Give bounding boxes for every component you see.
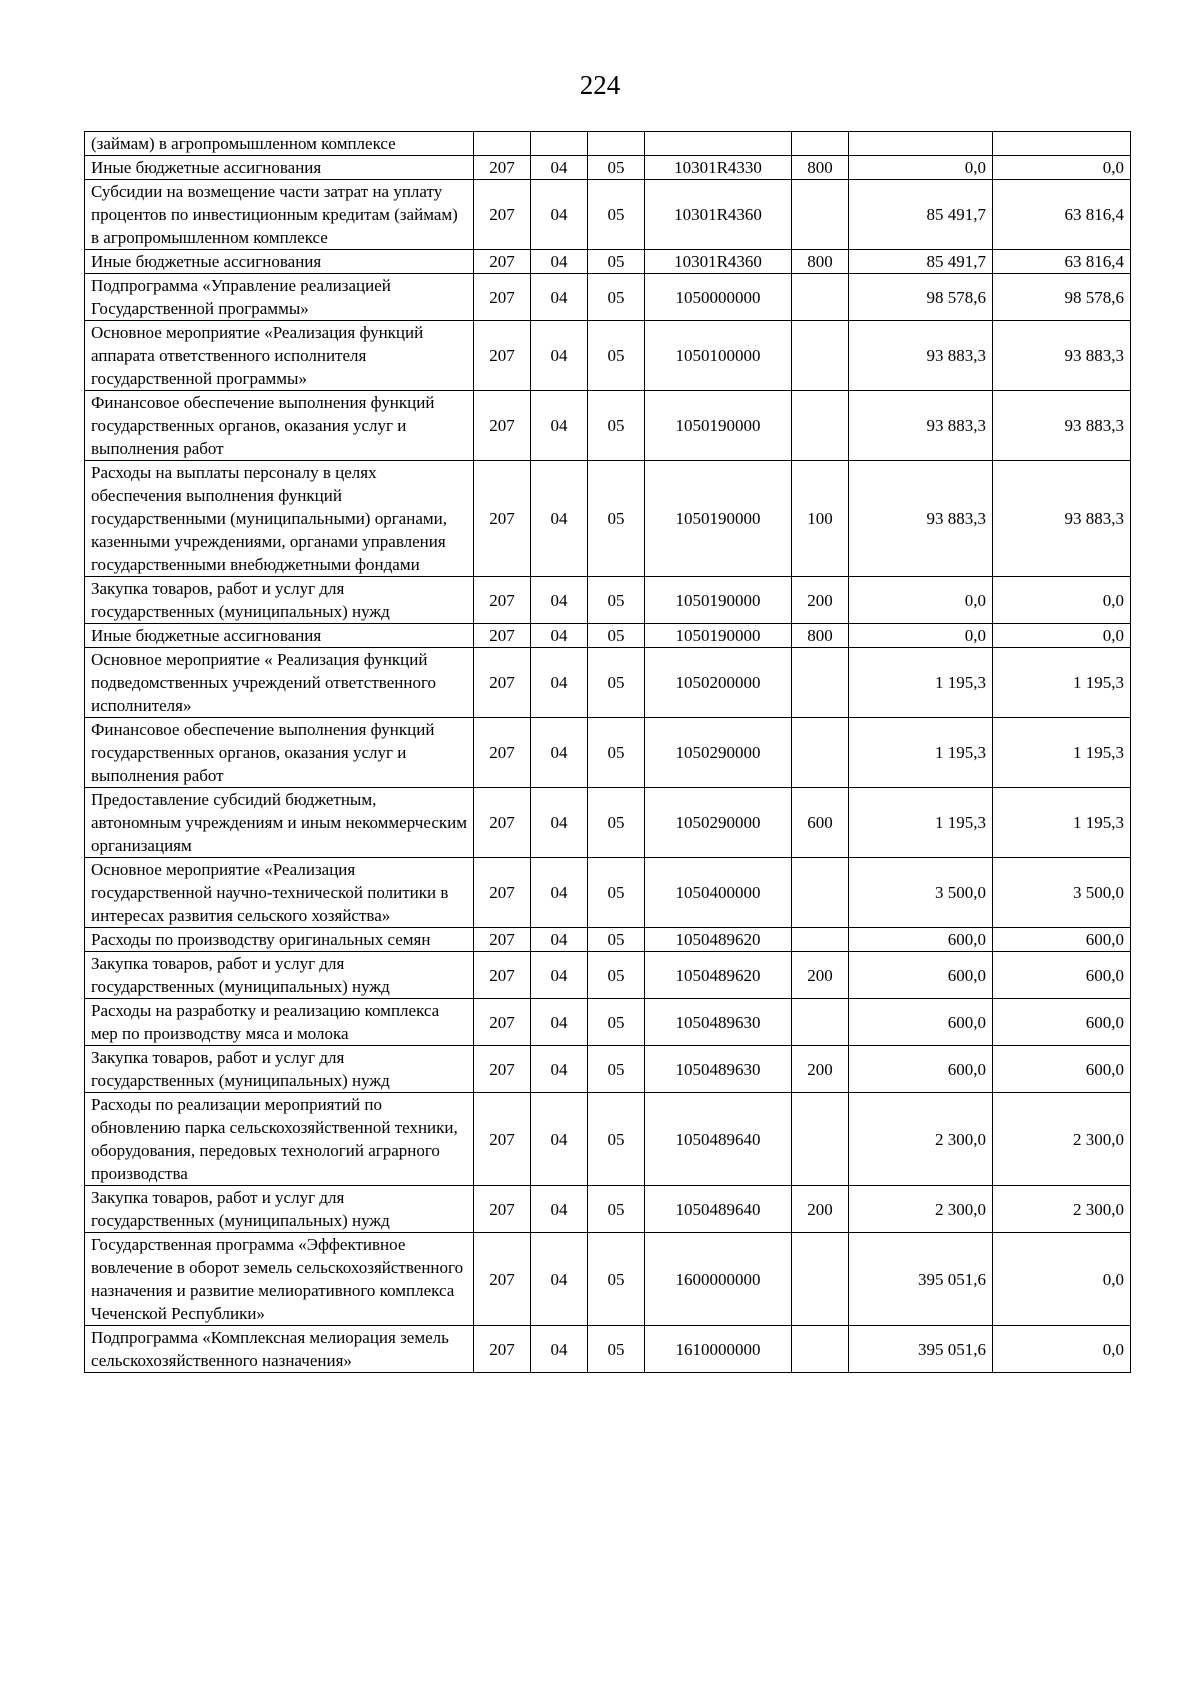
- cell-vr: [792, 1326, 849, 1373]
- cell-csr: 10301R4330: [645, 156, 792, 180]
- cell-rz: 04: [531, 1093, 588, 1186]
- cell-sum-1: 0,0: [849, 624, 993, 648]
- cell-vr: [792, 858, 849, 928]
- cell-csr: 1050489620: [645, 952, 792, 999]
- cell-rz: 04: [531, 788, 588, 858]
- cell-pr: 05: [588, 999, 645, 1046]
- table-row: [85, 928, 1131, 952]
- cell-rz: 04: [531, 391, 588, 461]
- cell-name: Государственная программа «Эффективное вовлечение в оборот земель сельскохозяйственного назначения и развитие мелиоративного комплекса Чеченской Республики»: [85, 1233, 474, 1326]
- table-row: [85, 1326, 1131, 1373]
- cell-ved: 207: [474, 321, 531, 391]
- cell-name: Основное мероприятие « Реализация функций подведомственных учреждений ответственного исполнителя»: [85, 648, 474, 718]
- cell-sum-2: 600,0: [993, 928, 1131, 952]
- cell-vr: [792, 321, 849, 391]
- cell-sum-2: 600,0: [993, 952, 1131, 999]
- cell-ved: 207: [474, 180, 531, 250]
- cell-pr: 05: [588, 624, 645, 648]
- cell-ved: 207: [474, 928, 531, 952]
- cell-rz: 04: [531, 1046, 588, 1093]
- cell-sum-2: 0,0: [993, 1233, 1131, 1326]
- table-row: [85, 624, 1131, 648]
- table-row: [85, 132, 1131, 156]
- cell-ved: 207: [474, 648, 531, 718]
- cell-rz: [531, 132, 588, 156]
- cell-sum-2: [993, 132, 1131, 156]
- cell-pr: 05: [588, 1233, 645, 1326]
- cell-pr: 05: [588, 180, 645, 250]
- cell-csr: 1050489630: [645, 1046, 792, 1093]
- cell-pr: [588, 132, 645, 156]
- cell-name: Предоставление субсидий бюджетным, автономным учреждениям и иным некоммерческим организациям: [85, 788, 474, 858]
- cell-ved: 207: [474, 1326, 531, 1373]
- cell-sum-1: 0,0: [849, 577, 993, 624]
- cell-vr: [792, 132, 849, 156]
- cell-csr: 1050489640: [645, 1186, 792, 1233]
- cell-csr: 1050290000: [645, 788, 792, 858]
- cell-ved: 207: [474, 1046, 531, 1093]
- cell-sum-1: [849, 132, 993, 156]
- cell-csr: 1050190000: [645, 391, 792, 461]
- cell-csr: 10301R4360: [645, 250, 792, 274]
- cell-csr: 10301R4360: [645, 180, 792, 250]
- cell-sum-1: 3 500,0: [849, 858, 993, 928]
- table-row: [85, 648, 1131, 718]
- cell-name: Расходы на разработку и реализацию комплекса мер по производству мяса и молока: [85, 999, 474, 1046]
- cell-rz: 04: [531, 180, 588, 250]
- cell-rz: 04: [531, 624, 588, 648]
- cell-sum-2: 0,0: [993, 156, 1131, 180]
- cell-sum-1: 0,0: [849, 156, 993, 180]
- cell-name: Закупка товаров, работ и услуг для государственных (муниципальных) нужд: [85, 1046, 474, 1093]
- cell-sum-2: 1 195,3: [993, 648, 1131, 718]
- cell-vr: 100: [792, 461, 849, 577]
- cell-csr: 1050489640: [645, 1093, 792, 1186]
- cell-csr: 1050400000: [645, 858, 792, 928]
- cell-sum-2: 63 816,4: [993, 250, 1131, 274]
- cell-csr: 1050489630: [645, 999, 792, 1046]
- cell-pr: 05: [588, 1046, 645, 1093]
- cell-pr: 05: [588, 461, 645, 577]
- cell-sum-1: 93 883,3: [849, 321, 993, 391]
- cell-ved: 207: [474, 999, 531, 1046]
- cell-vr: [792, 1093, 849, 1186]
- cell-vr: 800: [792, 250, 849, 274]
- cell-vr: 600: [792, 788, 849, 858]
- cell-sum-1: 395 051,6: [849, 1233, 993, 1326]
- cell-name: Подпрограмма «Комплексная мелиорация земель сельскохозяйственного назначения»: [85, 1326, 474, 1373]
- cell-vr: [792, 718, 849, 788]
- cell-pr: 05: [588, 718, 645, 788]
- cell-pr: 05: [588, 1093, 645, 1186]
- cell-vr: [792, 180, 849, 250]
- cell-sum-2: 0,0: [993, 577, 1131, 624]
- cell-csr: 1050100000: [645, 321, 792, 391]
- cell-ved: 207: [474, 577, 531, 624]
- table-row: [85, 156, 1131, 180]
- table-row: [85, 1093, 1131, 1186]
- cell-rz: 04: [531, 461, 588, 577]
- cell-pr: 05: [588, 788, 645, 858]
- cell-rz: 04: [531, 577, 588, 624]
- cell-sum-1: 1 195,3: [849, 718, 993, 788]
- table-row: [85, 321, 1131, 391]
- cell-pr: 05: [588, 156, 645, 180]
- table-row: [85, 180, 1131, 250]
- cell-sum-2: 93 883,3: [993, 321, 1131, 391]
- cell-vr: 200: [792, 952, 849, 999]
- cell-name: Подпрограмма «Управление реализацией Государственной программы»: [85, 274, 474, 321]
- cell-vr: [792, 928, 849, 952]
- cell-sum-1: 600,0: [849, 999, 993, 1046]
- cell-rz: 04: [531, 321, 588, 391]
- cell-name: Финансовое обеспечение выполнения функций государственных органов, оказания услуг и выполнения работ: [85, 718, 474, 788]
- cell-sum-2: 1 195,3: [993, 718, 1131, 788]
- cell-sum-2: 600,0: [993, 1046, 1131, 1093]
- cell-rz: 04: [531, 928, 588, 952]
- cell-sum-2: 3 500,0: [993, 858, 1131, 928]
- cell-pr: 05: [588, 321, 645, 391]
- cell-sum-2: 1 195,3: [993, 788, 1131, 858]
- cell-ved: 207: [474, 952, 531, 999]
- cell-name: Расходы по производству оригинальных семян: [85, 928, 474, 952]
- cell-ved: 207: [474, 1233, 531, 1326]
- cell-pr: 05: [588, 928, 645, 952]
- table-row: [85, 250, 1131, 274]
- page-number: 224: [579, 70, 621, 100]
- cell-sum-2: 0,0: [993, 1326, 1131, 1373]
- cell-vr: [792, 999, 849, 1046]
- cell-sum-1: 1 195,3: [849, 788, 993, 858]
- cell-pr: 05: [588, 391, 645, 461]
- cell-sum-1: 395 051,6: [849, 1326, 993, 1373]
- cell-pr: 05: [588, 577, 645, 624]
- cell-rz: 04: [531, 952, 588, 999]
- cell-ved: [474, 132, 531, 156]
- cell-vr: 200: [792, 1186, 849, 1233]
- cell-pr: 05: [588, 648, 645, 718]
- table-row: [85, 952, 1131, 999]
- cell-csr: 1050190000: [645, 461, 792, 577]
- cell-name: Субсидии на возмещение части затрат на уплату процентов по инвестиционным кредитам (займам) в агропромышленном комплексе: [85, 180, 474, 250]
- cell-pr: 05: [588, 1326, 645, 1373]
- cell-ved: 207: [474, 461, 531, 577]
- cell-vr: 200: [792, 577, 849, 624]
- cell-csr: 1050000000: [645, 274, 792, 321]
- cell-pr: 05: [588, 952, 645, 999]
- cell-vr: [792, 1233, 849, 1326]
- cell-rz: 04: [531, 250, 588, 274]
- table-row: [85, 577, 1131, 624]
- cell-rz: 04: [531, 858, 588, 928]
- cell-vr: 800: [792, 624, 849, 648]
- table-row: [85, 1046, 1131, 1093]
- cell-ved: 207: [474, 274, 531, 321]
- cell-sum-1: 98 578,6: [849, 274, 993, 321]
- cell-ved: 207: [474, 1186, 531, 1233]
- cell-ved: 207: [474, 250, 531, 274]
- cell-sum-2: 0,0: [993, 624, 1131, 648]
- cell-sum-2: 600,0: [993, 999, 1131, 1046]
- cell-vr: [792, 391, 849, 461]
- cell-ved: 207: [474, 624, 531, 648]
- cell-ved: 207: [474, 156, 531, 180]
- cell-rz: 04: [531, 274, 588, 321]
- cell-pr: 05: [588, 250, 645, 274]
- table-row: [85, 461, 1131, 577]
- cell-csr: 1050190000: [645, 577, 792, 624]
- cell-name: Основное мероприятие «Реализация государственной научно-технической политики в интересах развития сельского хозяйства»: [85, 858, 474, 928]
- cell-sum-1: 93 883,3: [849, 391, 993, 461]
- cell-rz: 04: [531, 1186, 588, 1233]
- cell-sum-1: 85 491,7: [849, 250, 993, 274]
- table-row: [85, 1186, 1131, 1233]
- cell-sum-1: 600,0: [849, 928, 993, 952]
- cell-sum-2: 93 883,3: [993, 391, 1131, 461]
- table-row: [85, 391, 1131, 461]
- cell-sum-1: 93 883,3: [849, 461, 993, 577]
- budget-table: [84, 131, 1131, 1373]
- table-row: [85, 718, 1131, 788]
- cell-name: Расходы по реализации мероприятий по обновлению парка сельскохозяйственной техники, оборудования, передовых технологий аграрного производства: [85, 1093, 474, 1186]
- cell-pr: 05: [588, 274, 645, 321]
- cell-csr: 1050290000: [645, 718, 792, 788]
- cell-vr: 800: [792, 156, 849, 180]
- cell-ved: 207: [474, 718, 531, 788]
- cell-name: Финансовое обеспечение выполнения функций государственных органов, оказания услуг и выполнения работ: [85, 391, 474, 461]
- cell-sum-2: 2 300,0: [993, 1093, 1131, 1186]
- table-row: [85, 788, 1131, 858]
- cell-rz: 04: [531, 718, 588, 788]
- cell-name: Закупка товаров, работ и услуг для государственных (муниципальных) нужд: [85, 1186, 474, 1233]
- cell-sum-1: 2 300,0: [849, 1186, 993, 1233]
- table-row: [85, 999, 1131, 1046]
- cell-rz: 04: [531, 1233, 588, 1326]
- cell-ved: 207: [474, 391, 531, 461]
- cell-sum-2: 93 883,3: [993, 461, 1131, 577]
- cell-ved: 207: [474, 788, 531, 858]
- table-row: [85, 1233, 1131, 1326]
- cell-rz: 04: [531, 999, 588, 1046]
- cell-ved: 207: [474, 858, 531, 928]
- cell-vr: [792, 648, 849, 718]
- cell-sum-1: 1 195,3: [849, 648, 993, 718]
- table-row: [85, 274, 1131, 321]
- cell-vr: 200: [792, 1046, 849, 1093]
- cell-rz: 04: [531, 1326, 588, 1373]
- cell-sum-2: 2 300,0: [993, 1186, 1131, 1233]
- cell-csr: 1050190000: [645, 624, 792, 648]
- cell-name: Закупка товаров, работ и услуг для государственных (муниципальных) нужд: [85, 577, 474, 624]
- cell-sum-1: 2 300,0: [849, 1093, 993, 1186]
- cell-name: Иные бюджетные ассигнования: [85, 156, 474, 180]
- cell-sum-2: 63 816,4: [993, 180, 1131, 250]
- cell-name: Расходы на выплаты персоналу в целях обеспечения выполнения функций государственными (муниципальными) органами, казенными учреждениями, органами управления государственными внебюджетными фондами: [85, 461, 474, 577]
- cell-csr: 1050200000: [645, 648, 792, 718]
- cell-ved: 207: [474, 1093, 531, 1186]
- cell-csr: 1610000000: [645, 1326, 792, 1373]
- cell-pr: 05: [588, 858, 645, 928]
- cell-vr: [792, 274, 849, 321]
- cell-name: Иные бюджетные ассигнования: [85, 624, 474, 648]
- cell-name: Закупка товаров, работ и услуг для государственных (муниципальных) нужд: [85, 952, 474, 999]
- table-row: [85, 858, 1131, 928]
- cell-rz: 04: [531, 156, 588, 180]
- cell-sum-1: 600,0: [849, 1046, 993, 1093]
- cell-sum-2: 98 578,6: [993, 274, 1131, 321]
- cell-name: Основное мероприятие «Реализация функций аппарата ответственного исполнителя государственной программы»: [85, 321, 474, 391]
- cell-csr: 1600000000: [645, 1233, 792, 1326]
- cell-rz: 04: [531, 648, 588, 718]
- cell-sum-1: 85 491,7: [849, 180, 993, 250]
- cell-name: Иные бюджетные ассигнования: [85, 250, 474, 274]
- cell-csr: [645, 132, 792, 156]
- cell-pr: 05: [588, 1186, 645, 1233]
- cell-csr: 1050489620: [645, 928, 792, 952]
- cell-sum-1: 600,0: [849, 952, 993, 999]
- cell-name: (займам) в агропромышленном комплексе: [85, 132, 474, 156]
